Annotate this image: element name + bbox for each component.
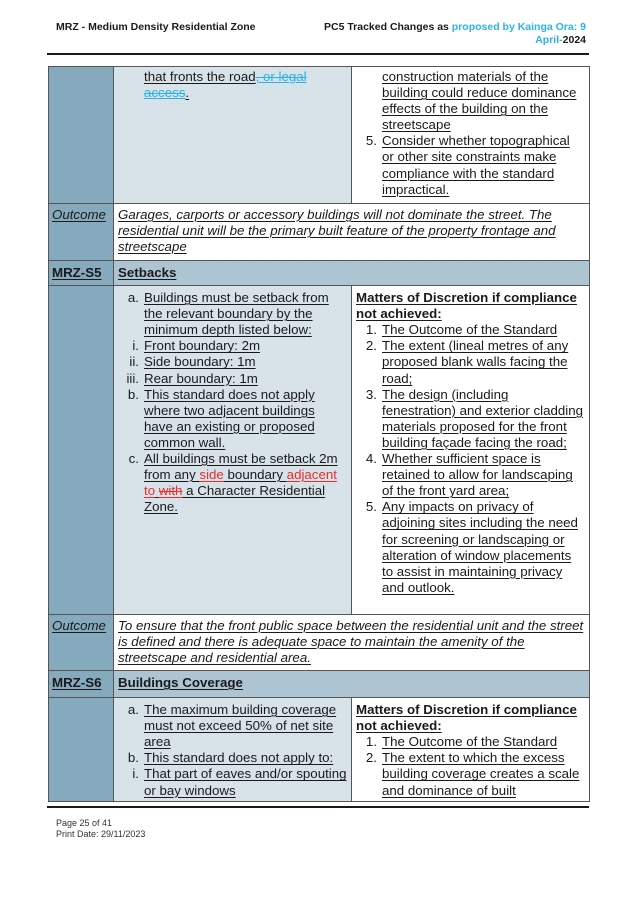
standard-title-cell bbox=[114, 261, 590, 286]
outcome-label-cell bbox=[49, 615, 114, 671]
list-marker: b. bbox=[127, 386, 139, 402]
list-item bbox=[118, 387, 347, 451]
list-marker: 1. bbox=[365, 322, 377, 338]
discretion-cell-continuation bbox=[352, 67, 590, 204]
rule-cell-continuation bbox=[114, 67, 352, 204]
header-divider bbox=[47, 53, 589, 55]
deleted-text: , or legal access bbox=[144, 69, 307, 101]
list-marker: b. bbox=[127, 750, 139, 766]
header-prefix: PC5 Tracked Changes as bbox=[323, 21, 452, 33]
list-item bbox=[356, 750, 585, 798]
label-cell-empty bbox=[49, 67, 114, 204]
print-date: Print Date: 29/11/2023 bbox=[56, 829, 146, 839]
page-number: Page 25 of 41 bbox=[56, 818, 113, 828]
rule-cell bbox=[114, 286, 352, 615]
list-item bbox=[118, 371, 347, 387]
list-marker: i. bbox=[132, 338, 139, 354]
deleted-text: with bbox=[158, 483, 183, 499]
list-item bbox=[356, 322, 585, 338]
document-header-title: MRZ - Medium Density Residential Zone bbox=[56, 21, 256, 33]
list-text: The extent to which the excess building coverage creates a scale and dominance of built bbox=[382, 750, 580, 798]
list-marker: ii. bbox=[129, 354, 139, 370]
page-footer bbox=[56, 818, 145, 840]
footer-divider bbox=[47, 806, 589, 808]
list-text: Whether sufficient space is retained to allow for landscaping of the front yard area; bbox=[382, 451, 573, 499]
standard-code-cell bbox=[49, 261, 114, 286]
list-marker: 1. bbox=[365, 734, 377, 750]
list-item bbox=[118, 354, 347, 370]
list-marker: 3. bbox=[365, 386, 377, 402]
inserted-text: adjacent to bbox=[144, 467, 337, 499]
list-marker: 4. bbox=[365, 451, 377, 467]
inserted-text: side bbox=[199, 467, 224, 483]
list-item bbox=[356, 451, 585, 499]
table-row-outcome bbox=[49, 204, 590, 261]
list-text: This standard does not apply where two adjacent buildings have an existing or proposed common wall. bbox=[144, 386, 315, 450]
table-row-outcome bbox=[49, 615, 590, 671]
list-marker: c. bbox=[128, 451, 139, 467]
table-row-standard-header bbox=[49, 261, 590, 286]
list-item bbox=[118, 750, 347, 766]
list-marker: 2. bbox=[365, 750, 377, 766]
rule-text: that fronts the road bbox=[144, 69, 256, 84]
list-item bbox=[356, 387, 585, 451]
standards-table bbox=[48, 66, 590, 802]
rule-list bbox=[118, 290, 347, 451]
table-row-continuation bbox=[49, 67, 590, 204]
standard-title: Setbacks bbox=[118, 265, 177, 280]
list-marker: a. bbox=[127, 290, 139, 306]
list-marker: a. bbox=[127, 702, 139, 718]
header-highlight: proposed by Kainga Ora: 9 bbox=[451, 21, 586, 33]
header-line2-year: 2024 bbox=[562, 34, 586, 46]
discretion-list bbox=[356, 734, 585, 798]
standard-code-link[interactable]: MRZ-S6 bbox=[52, 675, 102, 691]
table-row-standard-body bbox=[49, 698, 590, 802]
list-text: Consider whether topographical or other site constraints make compliance with the standard impractical. bbox=[382, 133, 570, 197]
standard-title-cell bbox=[114, 671, 590, 698]
rule-cell bbox=[114, 698, 352, 802]
rule-text-end: . bbox=[185, 85, 190, 101]
list-marker: 2. bbox=[365, 338, 377, 354]
list-item bbox=[356, 338, 585, 386]
list-text: The extent (lineal metres of any proposed blank walls facing the road; bbox=[382, 338, 569, 386]
label-cell-empty bbox=[49, 286, 114, 615]
outcome-label: Outcome bbox=[52, 618, 106, 634]
outcome-text: Garages, carports or accessory buildings will not dominate the street. The residential unit will be the primary built feature of the property frontage and streetscape bbox=[118, 207, 556, 255]
list-item bbox=[118, 338, 347, 354]
rule-list bbox=[118, 702, 347, 799]
list-text: Rear boundary: 1m bbox=[144, 370, 258, 386]
table-row-standard-header bbox=[49, 671, 590, 698]
table-row-standard-body bbox=[49, 286, 590, 615]
list-text: That part of eaves and/or spouting or bay windows bbox=[144, 766, 347, 798]
standard-title: Buildings Coverage bbox=[118, 675, 243, 691]
list-item bbox=[118, 702, 347, 750]
list-item bbox=[118, 766, 347, 798]
outcome-label: Outcome bbox=[52, 207, 106, 222]
list-marker: 5. bbox=[365, 133, 377, 149]
standard-code-link[interactable]: MRZ-S5 bbox=[52, 265, 102, 280]
list-text: Any impacts on privacy of adjoining sites including the need for screening or landscaping or alteration of window placements to assist in maintaining privacy and outlook. bbox=[382, 499, 578, 595]
list-marker: 5. bbox=[365, 499, 377, 515]
text-run: All buildings must be setback 2m from any bbox=[144, 451, 338, 483]
outcome-label-cell bbox=[49, 204, 114, 261]
discretion-title: Matters of Discretion if compliance not achieved: bbox=[356, 702, 577, 734]
list-text: The Outcome of the Standard bbox=[382, 734, 558, 750]
list-item bbox=[118, 451, 347, 515]
list-marker: i. bbox=[132, 766, 139, 782]
list-item bbox=[356, 734, 585, 750]
outcome-text-cell bbox=[114, 615, 590, 671]
header-line2-highlight: April- bbox=[535, 34, 563, 46]
list-text: The maximum building coverage must not exceed 50% of net site area bbox=[144, 702, 337, 750]
discretion-title: Matters of Discretion if compliance not achieved: bbox=[356, 290, 577, 322]
list-item bbox=[356, 499, 585, 596]
list-text: Front boundary: 2m bbox=[144, 338, 261, 354]
discretion-tail-text: construction materials of the building could reduce dominance effects of the building on the streetscape bbox=[382, 69, 577, 133]
list-text bbox=[144, 451, 347, 515]
list-text: Side boundary: 1m bbox=[144, 354, 256, 370]
document-header-tracked-changes bbox=[324, 21, 586, 47]
list-text: The Outcome of the Standard bbox=[382, 322, 558, 338]
list-text: The design (including fenestration) and exterior cladding materials proposed for the front building façade facing the road; bbox=[382, 386, 584, 450]
standard-code-cell bbox=[49, 671, 114, 698]
outcome-text: To ensure that the front public space between the residential unit and the street is defined and there is adequate space to maintain the amenity of the streetscape and residential area. bbox=[118, 618, 584, 666]
outcome-text-cell bbox=[114, 204, 590, 261]
list-item bbox=[356, 133, 585, 197]
discretion-list bbox=[356, 322, 585, 596]
text-run: a Character Residential Zone. bbox=[144, 483, 326, 515]
label-cell-empty bbox=[49, 698, 114, 802]
discretion-cell bbox=[352, 286, 590, 615]
list-item bbox=[118, 290, 347, 338]
list-text: This standard does not apply to: bbox=[144, 750, 334, 766]
list-text: Buildings must be setback from the relevant boundary by the minimum depth listed below: bbox=[144, 290, 329, 338]
discretion-cell bbox=[352, 698, 590, 802]
text-run: boundary bbox=[223, 467, 287, 483]
list-marker: iii. bbox=[126, 370, 139, 386]
